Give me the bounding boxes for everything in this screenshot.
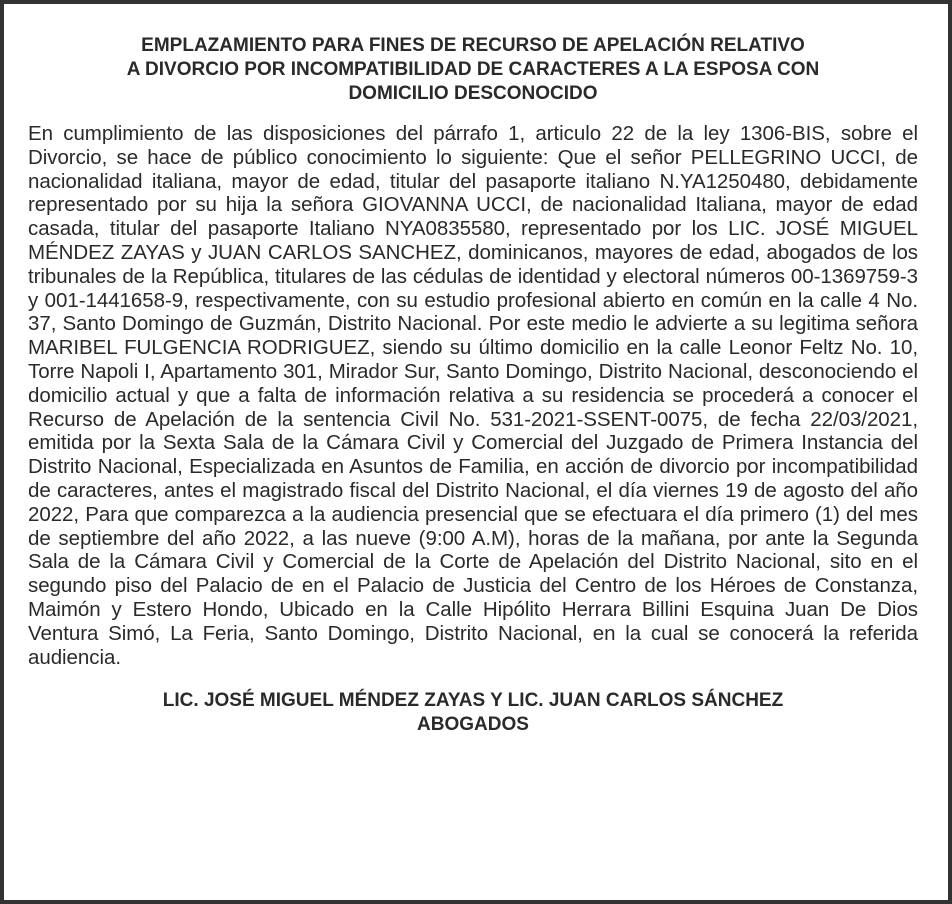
title-line: DOMICILIO DESCONOCIDO (348, 83, 598, 104)
title-line: A DIVORCIO POR INCOMPATIBILIDAD DE CARACTERES A LA ESPOSA CON (126, 59, 820, 80)
signature-block (28, 689, 918, 737)
notice-title (28, 34, 918, 106)
notice-body: En cumplimiento de las disposiciones del párrafo 1, articulo 22 de la ley 1306-BIS, sobre el Divorcio, se hace de público conocimiento lo siguiente: Que el señor PELLEGRINO UCCI, de nacionalidad italiana, mayor de edad, titular del pasaporte italiano N.YA1250480, debidamente representado por su hija la señora GIOVANNA UCCI, de nacionalidad Italiana, mayor de edad casada, titular del pasaporte Italiano NYA0835580, representado por los LIC. JOSÉ MIGUEL MÉNDEZ ZAYAS y JUAN CARLOS SANCHEZ, dominicanos, mayores de edad, abogados de los tribunales de la República, titulares de las cédulas de identidad y electoral números 00-1369759-3 y 001-1441658-9, respectivamente, con su estudio profesional abierto en común en la calle 4 No. 37, Santo Domingo de Guzmán, Distrito Nacional. Por este medio le advierte a su legitima señora MARIBEL FULGENCIA RODRIGUEZ, siendo su último domicilio en la calle Leonor Feltz No. 10, Torre Napoli I, Apartamento 301, Mirador Sur, Santo Domingo, Distrito Nacional, desconociendo el domicilio actual y que a falta de información relativa a su residencia se procederá a conocer el Recurso de Apelación de la sentencia Civil No. 531-2021-SSENT-0075, de fecha 22/03/2021, emitida por la Sexta Sala de la Cámara Civil y Comercial del Juzgado de Primera Instancia del Distrito Nacional, Especializada en Asuntos de Familia, en acción de divorcio por incompatibilidad de caracteres, antes el magistrado fiscal del Distrito Nacional, el día viernes 19 de agosto del año 2022, Para que comparezca a la audiencia presencial que se efectuara el día primero (1) del mes de septiembre del año 2022, a las nueve (9:00 A.M), horas de la mañana, por ante la Segunda Sala de la Cámara Civil y Comercial de la Corte de Apelación del Distrito Nacional, sito en el segundo piso del Palacio de en el Palacio de Justicia del Centro de los Héroes de Constanza, Maimón y Estero Hondo, Ubicado en la Calle Hipólito Herrara Billini Esquina Juan De Dios Ventura Simó, La Feria, Santo Domingo, Distrito Nacional, en la cual se conocerá la referida audiencia. (28, 122, 918, 669)
signature-names: LIC. JOSÉ MIGUEL MÉNDEZ ZAYAS Y LIC. JUAN CARLOS SÁNCHEZ (162, 690, 784, 712)
title-line: EMPLAZAMIENTO PARA FINES DE RECURSO DE APELACIÓN RELATIVO (141, 35, 805, 56)
signature-role: ABOGADOS (417, 714, 529, 736)
